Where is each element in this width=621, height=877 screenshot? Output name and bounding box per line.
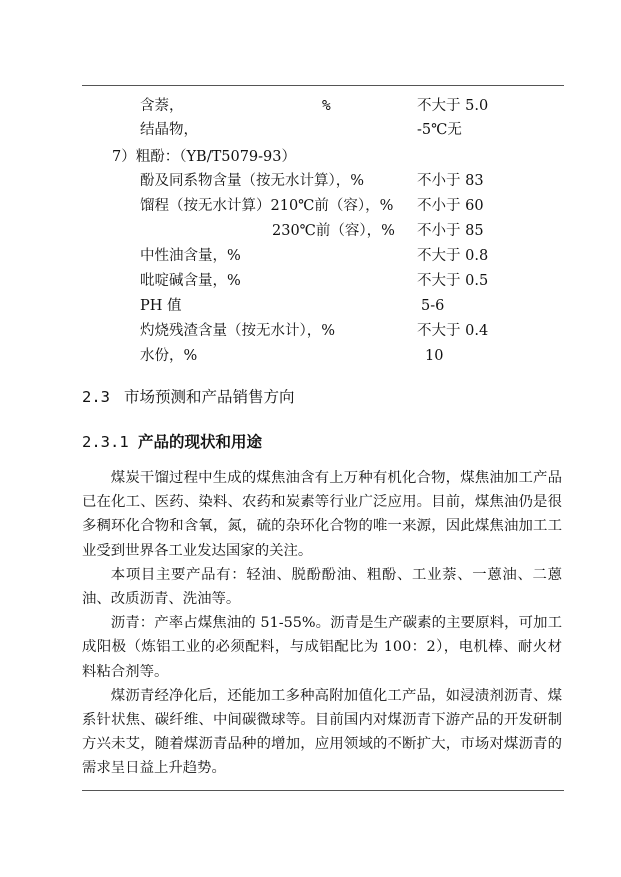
spec-label: PH 值	[140, 298, 182, 314]
section-number: 2.3	[82, 388, 110, 406]
spec-label: 水份，%	[140, 348, 198, 364]
spec-value: -5℃无	[417, 122, 462, 138]
paragraph: 煤沥青经净化后，还能加工多种高附加值化工产品，如浸渍剂沥青、煤系针状焦、碳纤维、中间碳微球等。目前国内对煤沥青下游产品的开发研制方兴未艾，随着煤沥青品种的增加，应用领域的不断扩大，市场对煤沥青的需求呈日益上升趋势。	[82, 687, 562, 777]
spec-label: 230℃前（容），%	[272, 223, 395, 239]
spec-value: 10	[425, 348, 444, 364]
spec-value: 不大于 0.5	[417, 273, 489, 289]
paragraph: 沥青：产率占煤焦油的 51-55%。沥青是生产碳素的主要原料，可加工成阳极（炼铝工业的必须配料，与成铝配比为 100：2），电机棒、耐火材料粘合剂等。	[82, 615, 562, 680]
spec-value: 不小于 85	[417, 223, 484, 239]
spec-label: 吡啶碱含量，%	[140, 273, 241, 289]
spec-row-crystals	[0, 118, 621, 143]
spec-row-water	[0, 344, 621, 369]
spec-label: 含萘，	[140, 98, 184, 114]
spec-row-neutral-oil	[0, 244, 621, 269]
spec-value: 不小于 83	[417, 173, 484, 189]
spec-row-distillation-230	[0, 219, 621, 244]
paragraph: 本项目主要产品有：轻油、脱酚酚油、粗酚、工业萘、一蒽油、二蒽油、改质沥青、洗油等。	[82, 566, 562, 608]
spec-value: 5-6	[421, 298, 445, 314]
spec-value: 不大于 0.8	[417, 248, 489, 264]
section-title: 市场预测和产品销售方向	[124, 388, 295, 406]
spec-label: 中性油含量，%	[140, 248, 241, 264]
spec-row-phenol-content	[0, 169, 621, 194]
header-rule	[82, 85, 564, 86]
body-text	[82, 466, 562, 781]
spec-label: 馏程（按无水计算）210℃前（容），%	[140, 198, 394, 214]
paragraph: 煤炭干馏过程中生成的煤焦油含有上万种有机化合物，煤焦油加工产品已在化工、医药、染料、农药和炭素等行业广泛应用。目前，煤焦油仍是很多稠环化合物和含氧，氮，硫的杂环化合物的唯一来源，因此煤焦油加工工业受到世界各工业发达国家的关注。	[82, 470, 562, 559]
spec-row-distillation-210	[0, 194, 621, 219]
spec-label: 灼烧残渣含量（按无水计），%	[140, 323, 336, 339]
spec-label: 结晶物，	[140, 122, 198, 138]
section-heading-2-3-1	[82, 427, 562, 457]
section-number: 2.3.1	[82, 433, 129, 451]
spec-row-naphthalene	[0, 94, 621, 119]
spec-row-residue	[0, 319, 621, 344]
spec-value: 不大于 5.0	[417, 98, 489, 114]
footer-rule	[82, 790, 564, 791]
spec-row-ph	[0, 294, 621, 319]
section-title: 产品的现状和用途	[138, 432, 263, 451]
spec-unit: %	[322, 98, 331, 114]
spec-value: 不小于 60	[417, 198, 484, 214]
section-heading-2-3	[82, 382, 562, 412]
spec-row-pyridine	[0, 269, 621, 294]
spec-row-crude-phenol-heading	[0, 145, 621, 170]
spec-label: 7）粗酚：（YB/T5079-93）	[112, 149, 297, 165]
spec-label: 酚及同系物含量（按无水计算），%	[140, 173, 365, 189]
spec-value: 不大于 0.4	[417, 323, 489, 339]
